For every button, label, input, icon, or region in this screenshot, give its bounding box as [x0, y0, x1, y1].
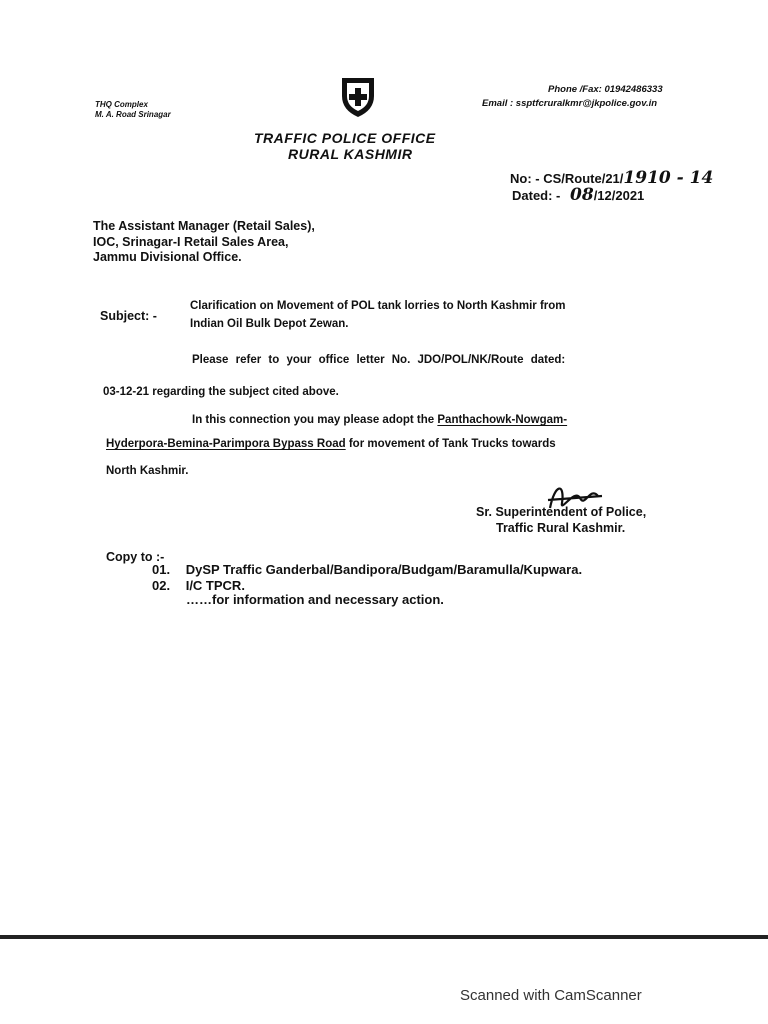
scanner-watermark: Scanned with CamScanner	[460, 987, 642, 1004]
addressee-line2: IOC, Srinagar-I Retail Sales Area,	[93, 235, 289, 249]
body-paragraph1-line2: 03-12-21 regarding the subject cited above.	[103, 386, 339, 398]
copy-item	[152, 578, 245, 593]
copy-item-number: 01.	[152, 562, 171, 577]
email: Email : ssptfcruralkmr@jkpolice.gov.in	[482, 98, 658, 109]
reference-date-label: Dated: -	[512, 188, 561, 203]
copy-item-text: I/C TPCR.	[185, 578, 245, 593]
route-name-part2: Hyderpora-Bemina-Parimpora Bypass Road	[106, 438, 346, 450]
subject-line2: Indian Oil Bulk Depot Zewan.	[190, 318, 349, 330]
reference-number-label: No: - CS/Route/21/	[510, 171, 624, 186]
reference-date	[512, 185, 644, 205]
reference-date-handwritten: 08	[570, 185, 594, 205]
addressee-line1: The Assistant Manager (Retail Sales),	[93, 219, 315, 233]
office-address-line2: M. A. Road Srinagar	[95, 110, 171, 119]
office-title-line1: TRAFFIC POLICE OFFICE	[254, 130, 436, 146]
signatory-office: Traffic Rural Kashmir.	[496, 521, 626, 535]
copy-closing: ……for information and necessary action.	[186, 592, 444, 607]
copy-item-number: 02.	[152, 578, 171, 593]
route-name-part1: Panthachowk-Nowgam-	[437, 414, 568, 426]
copy-to-label: Copy to :-	[106, 550, 165, 564]
page-bottom-edge	[0, 935, 768, 939]
addressee-line3: Jammu Divisional Office.	[93, 250, 242, 264]
copy-item	[152, 562, 582, 577]
reference-date-rest: /12/2021	[593, 188, 645, 203]
body-paragraph2-end: for movement of Tank Trucks towards	[345, 438, 556, 450]
copy-item-text: DySP Traffic Ganderbal/Bandipora/Budgam/Baramulla/Kupwara.	[185, 562, 583, 577]
body-paragraph2-start: In this connection you may please adopt the	[192, 414, 438, 426]
body-paragraph2-line2	[106, 438, 556, 450]
body-paragraph2-line1	[192, 414, 567, 426]
reference-number-handwritten: 1910 - 14	[623, 168, 714, 188]
subject-label: Subject: -	[100, 309, 157, 323]
body-paragraph2-line3: North Kashmir.	[106, 465, 189, 477]
subject-line1: Clarification on Movement of POL tank lorries to North Kashmir from	[190, 300, 566, 312]
phone-fax: Phone /Fax: 01942486333	[548, 84, 663, 95]
office-title-line2: RURAL KASHMIR	[288, 146, 413, 162]
police-emblem-icon	[338, 74, 378, 120]
body-paragraph1-line1: Please refer to your office letter No. JDO/POL/NK/Route dated:	[192, 354, 566, 366]
office-address-line1: THQ Complex	[95, 100, 148, 109]
signatory-title: Sr. Superintendent of Police,	[476, 505, 647, 519]
